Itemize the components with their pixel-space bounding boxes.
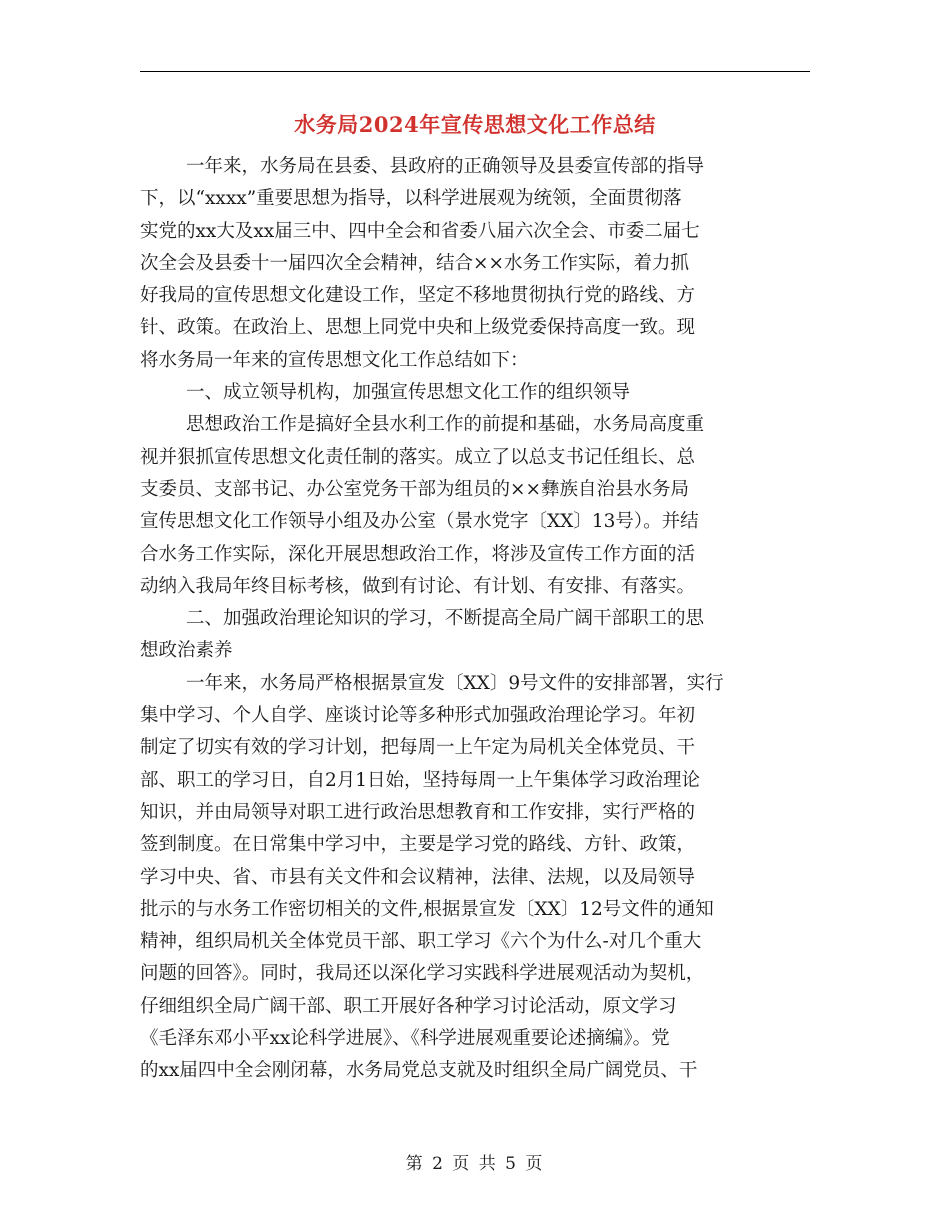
body-line: 支委员、支部书记、办公室党务干部为组员的××彝族自治县水务局 (140, 478, 690, 500)
body-line: 针、政策。在政治上、思想上同党中央和上级党委保持高度一致。现 (140, 317, 696, 339)
body-line: 《毛泽东邓小平xx论科学进展》、《科学进展观重要论述摘编》。党 (140, 1028, 670, 1050)
body-line: 制定了切实有效的学习计划，把每周一上午定为局机关全体党员、干 (140, 737, 696, 759)
body-line: 一、成立领导机构，加强宣传思想文化工作的组织领导 (186, 382, 631, 404)
body-line: 批示的与水务工作密切相关的文件,根据景宣发〔XX〕12号文件的通知 (140, 898, 714, 920)
body-line: 好我局的宣传思想文化建设工作，坚定不移地贯彻执行党的路线、方 (140, 285, 696, 307)
body-line: 集中学习、个人自学、座谈讨论等多种形式加强政治理论学习。年初 (140, 705, 696, 727)
body-line: 思想政治工作是搞好全县水利工作的前提和基础，水务局高度重 (186, 414, 705, 436)
body-line: 仔细组织全局广阔干部、职工开展好各种学习讨论活动，原文学习 (140, 995, 677, 1017)
body-line: 视并狠抓宣传思想文化责任制的落实。成立了以总支书记任组长、总 (140, 446, 696, 468)
body-line: 的xx届四中全会刚闭幕，水务局党总支就及时组织全局广阔党员、干 (140, 1060, 698, 1082)
body-line: 学习中央、省、市县有关文件和会议精神，法律、法规，以及局领导 (140, 866, 696, 888)
body-line: 知识，并由局领导对职工进行政治思想教育和工作安排，实行严格的 (140, 801, 696, 823)
body-line: 实党的xx大及xx届三中、四中全会和省委八届六次全会、市委二届七 (140, 220, 700, 242)
body-line: 动纳入我局年终目标考核，做到有讨论、有计划、有安排、有落实。 (140, 575, 696, 597)
body-line: 精神，组织局机关全体党员干部、职工学习《六个为什么-对几个重大 (140, 931, 702, 953)
body-line: 问题的回答》。同时，我局还以深化学习实践科学进展观活动为契机， (140, 963, 705, 985)
header-rule (140, 71, 810, 72)
body-line: 二、加强政治理论知识的学习，不断提高全局广阔干部职工的思 (186, 608, 705, 630)
body-line: 部、职工的学习日，自2月1日始，坚持每周一上午集体学习政治理论 (140, 769, 701, 791)
document-body (140, 151, 812, 1088)
page-number: 第 2 页 共 5 页 (405, 1154, 545, 1174)
document-title: 水务局2024年宣传思想文化工作总结 (294, 112, 656, 137)
body-line: 合水务工作实际，深化开展思想政治工作，将涉及宣传工作方面的活 (140, 543, 696, 565)
body-line: 一年来，水务局严格根据景宣发〔XX〕9号文件的安排部署，实行 (186, 672, 724, 694)
body-line: 次全会及县委十一届四次全会精神，结合××水务工作实际，着力抓 (140, 252, 690, 274)
body-line: 将水务局一年来的宣传思想文化工作总结如下： (140, 349, 529, 371)
body-line: 宣传思想文化工作领导小组及办公室（景水党字〔XX〕13号）。并结 (140, 511, 699, 533)
body-line: 想政治素养 (140, 640, 233, 662)
body-line: 下，以“xxxx”重要思想为指导，以科学进展观为统领，全面贯彻落 (140, 188, 682, 210)
body-line: 签到制度。在日常集中学习中，主要是学习党的路线、方针、政策， (140, 834, 696, 856)
body-line: 一年来，水务局在县委、县政府的正确领导及县委宣传部的指导 (186, 156, 705, 177)
